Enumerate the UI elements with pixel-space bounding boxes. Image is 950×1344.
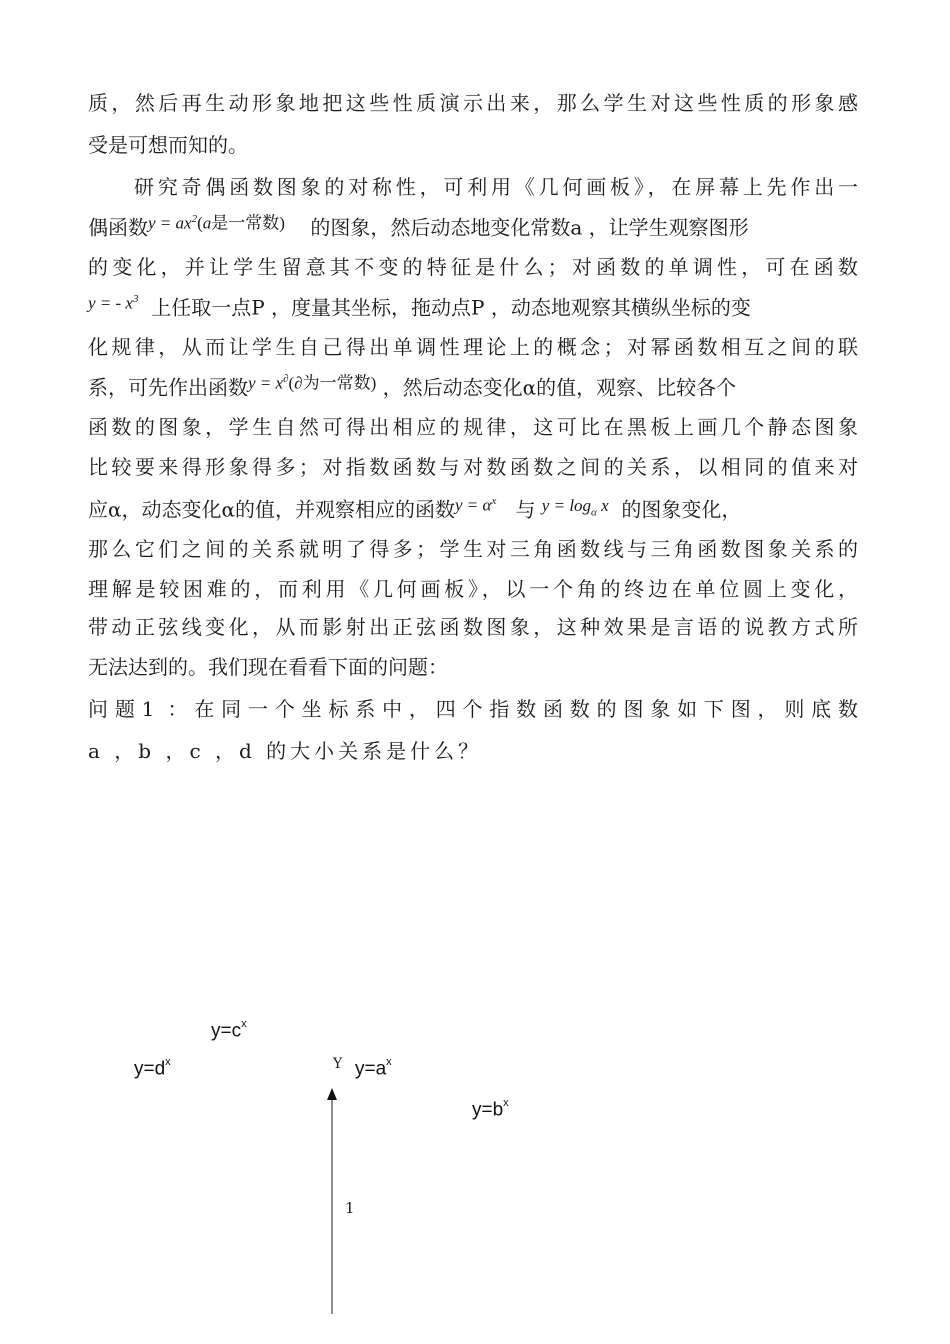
problem-line: 问题1 ：在同一个坐标系中，四个指数函数的图象如下图，则底数 (88, 697, 858, 721)
text-span: 系，可先作出函数 (88, 375, 248, 400)
tick-label-one: 1 (345, 1199, 355, 1217)
text-span: ，然后动态变化α的值，观察、比较各个 (382, 375, 737, 400)
text-line: 比较要来得形象得多；对指数函数与对数函数之间的关系，以相同的值来对 (88, 455, 858, 479)
y-axis-label: Y (333, 1056, 343, 1072)
formula-cubic: y = - $x^3$ (88, 293, 139, 313)
text-span: 的图象变化， (621, 497, 742, 522)
text-span: 与 (515, 497, 536, 522)
curve-label-b: $y=b^x$ (472, 1097, 509, 1121)
problem-line: a ，b ，c ，d 的大小关系是什么？ (88, 739, 483, 763)
text-span: 偶函数 (88, 215, 148, 240)
text-line: 理解是较困难的，而利用《几何画板》，以一个角的终边在单位圆上变化， (88, 577, 858, 601)
text-line: 那么它们之间的关系就明了得多；学生对三角函数线与三角函数图象关系的 (88, 537, 858, 561)
text-line: 的变化，并让学生留意其不变的特征是什么；对函数的单调性，可在函数 (88, 255, 858, 279)
curve-label-a: $y=a^x$ (355, 1056, 392, 1080)
formula-even-function: $y = ax^2(a$是一常数) (148, 213, 285, 233)
text-span: 的图象，然后动态地变化常数a ，让学生观察图形 (310, 215, 749, 240)
text-line: 质，然后再生动形象地把这些性质演示出来，那么学生对这些性质的形象感 (88, 91, 858, 115)
formula-exponential: $y = \alpha^x$ (455, 495, 497, 515)
formula-logarithm: $y = \log_\alpha x$ (541, 495, 609, 519)
text-span: 上任取一点P ，度量其坐标，拖动点P ，动态地观察其横纵坐标的变 (151, 295, 751, 320)
text-line: 研究奇偶函数图象的对称性，可利用《几何画板》，在屏幕上先作出一 (134, 175, 858, 199)
curve-label-d: $y=d^x$ (134, 1056, 171, 1080)
formula-power: y = x∂(∂为一常数) (248, 373, 377, 393)
curve-label-c: $y=c^x$ (211, 1018, 247, 1042)
text-line: 化规律，从而让学生自己得出单调性理论上的概念；对幂函数相互之间的联 (88, 335, 858, 359)
text-span: 应α，动态变化α的值，并观察相应的函数 (88, 497, 456, 522)
text-line: 函数的图象，学生自然可得出相应的规律，这可比在黑板上画几个静态图象 (88, 415, 858, 439)
text-line: 带动正弦线变化，从而影射出正弦函数图象，这种效果是言语的说教方式所 (88, 615, 858, 639)
text-line: 无法达到的。我们现在看看下面的问题： (88, 655, 448, 679)
y-axis-arrow-icon (327, 1088, 337, 1100)
text-line: 受是可想而知的。 (88, 133, 248, 157)
